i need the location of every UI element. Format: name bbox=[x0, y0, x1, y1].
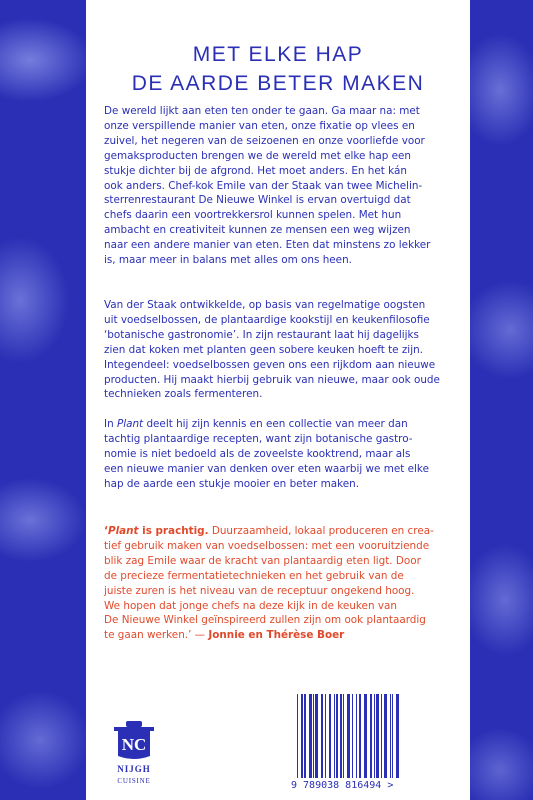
quote-line: blik zag Emile waar de kracht van plantaardig eten ligt. Door bbox=[104, 554, 421, 567]
paragraph-intro bbox=[104, 104, 452, 268]
quote-line bbox=[104, 524, 454, 539]
text-line: ook anders. Chef-kok Emile van der Staak van twee Michelin- bbox=[104, 179, 423, 192]
barcode-bar bbox=[336, 694, 338, 778]
quote-line: tief gebruik maken van voedselbossen: met een vooruitziende bbox=[104, 539, 430, 552]
text-line: onze verspillende manier van eten, onze fixatie op vlees en bbox=[104, 119, 415, 132]
barcode-bar bbox=[321, 694, 323, 778]
text-line: uit voedselbossen, de plantaardige kookstijl en keukenfilosofie bbox=[104, 313, 430, 326]
quote-open: ‘ bbox=[104, 525, 108, 537]
text-line: zien dat koken met planten geen sobere keuken hoeft te zijn. bbox=[104, 343, 423, 356]
barcode-bar bbox=[392, 694, 393, 778]
quote-line: de precieze fermentatietechnieken en het gebruik van de bbox=[104, 569, 404, 582]
paragraph-botanical bbox=[104, 298, 452, 402]
isbn-digits: 9 789038 816494 > bbox=[291, 780, 394, 791]
quote-line: We hopen dat jonge chefs na deze kijk in de keuken van bbox=[104, 599, 397, 612]
isbn-barcode bbox=[291, 694, 451, 782]
text-line: hap de aarde een stukje mooier en beter maken. bbox=[104, 477, 360, 490]
barcode-bar bbox=[356, 694, 357, 778]
barcode-bar bbox=[301, 694, 303, 778]
barcode-bar bbox=[325, 694, 326, 778]
barcode-bar bbox=[315, 694, 318, 778]
text-line: producten. Hij maakt hierbij gebruik van nieuwe, maar ook oude bbox=[104, 373, 440, 386]
barcode-bar bbox=[329, 694, 331, 778]
text-line: technieken zoals fermenteren. bbox=[104, 388, 263, 401]
barcode-bar bbox=[334, 694, 335, 778]
text-line bbox=[104, 417, 452, 432]
publisher-sub: CUISINE bbox=[117, 777, 151, 785]
barcode-bar bbox=[374, 694, 375, 778]
barcode-bar bbox=[352, 694, 353, 778]
barcode-bar bbox=[364, 694, 367, 778]
title-line-1: MET ELKE HAP bbox=[192, 43, 364, 66]
title-line-2: DE AARDE BETER MAKEN bbox=[131, 72, 425, 95]
paragraph-book bbox=[104, 417, 452, 492]
text-line: sterrenrestaurant De Nieuwe Winkel is ervan overtuigd dat bbox=[104, 194, 411, 207]
quote-lead: is prachtig. bbox=[138, 525, 209, 537]
barcode-bar bbox=[313, 694, 314, 778]
publisher-logo bbox=[112, 718, 156, 788]
barcode-bar bbox=[384, 694, 387, 778]
barcode-bar bbox=[340, 694, 342, 778]
endorsement-quote bbox=[104, 524, 454, 643]
text-line: naar een andere manier van eten. Eten dat minstens zo lekker bbox=[104, 239, 431, 252]
text-fragment: te gaan werken.’ — bbox=[104, 629, 209, 642]
barcode-bar bbox=[347, 694, 350, 778]
book-title-italic: Plant bbox=[107, 525, 139, 537]
text-line: nomie is niet bedoeld als de zoveelste kooktrend, maar als bbox=[104, 447, 411, 460]
barcode-bar bbox=[370, 694, 372, 778]
text-line: stukje dichter bij de afgrond. Het moet anders. En het kán bbox=[104, 164, 407, 177]
barcode-bar bbox=[359, 694, 361, 778]
text-line: tachtig plantaardige recepten, want zijn botanische gastro- bbox=[104, 432, 413, 445]
text-line: is, maar meer in balans met alles om ons heen. bbox=[104, 254, 352, 267]
text-line: chefs daarin een voortrekkersrol kunnen spelen. Met hun bbox=[104, 209, 402, 222]
text-line: ambacht en creativiteit kunnen ze mensen een weg wijzen bbox=[104, 224, 411, 237]
barcode-bar bbox=[304, 694, 306, 778]
text-line: De wereld lijkt aan eten ten onder te gaan. Ga maar na: met bbox=[104, 105, 420, 117]
quote-line: juiste zuren is het niveau van de receptuur ongekend hoog. bbox=[104, 584, 415, 597]
book-title-italic: Plant bbox=[116, 418, 144, 430]
quote-line bbox=[104, 628, 454, 643]
barcode-bar bbox=[396, 694, 399, 778]
quote-line: De Nieuwe Winkel geïnspireerd zullen zijn om ook plantaardig bbox=[104, 614, 426, 627]
text-line: Van der Staak ontwikkelde, op basis van regelmatige oogsten bbox=[104, 299, 426, 311]
text-line: Integendeel: voedselbossen geven ons een rijkdom aan nieuwe bbox=[104, 358, 436, 371]
quote-attribution: Jonnie en Thérèse Boer bbox=[208, 629, 345, 642]
text-line: een nieuwe manier van denken over eten waarbij we met elke bbox=[104, 462, 429, 475]
publisher-name: NIJGH bbox=[117, 764, 151, 774]
text-fragment: In bbox=[104, 418, 117, 430]
text-line: zuivel, het negeren van de seizoenen en onze voorliefde voor bbox=[104, 134, 425, 147]
back-cover-title bbox=[86, 40, 470, 98]
barcode-bar bbox=[343, 694, 344, 778]
text-fragment: Duurzaamheid, lokaal produceren en crea- bbox=[208, 525, 434, 537]
text-fragment: deelt hij zijn kennis en een collectie van meer dan bbox=[143, 418, 408, 430]
barcode-bar bbox=[390, 694, 391, 778]
barcode-bar bbox=[376, 694, 379, 778]
barcode-bar bbox=[309, 694, 312, 778]
barcode-bar bbox=[297, 694, 298, 778]
barcode-bar bbox=[381, 694, 382, 778]
text-line: ‘botanische gastronomie’. In zijn restaurant laat hij dagelijks bbox=[104, 328, 419, 341]
text-line: gemaksproducten brengen we de wereld met elke hap een bbox=[104, 149, 411, 162]
publisher-mark: NC bbox=[121, 735, 147, 754]
